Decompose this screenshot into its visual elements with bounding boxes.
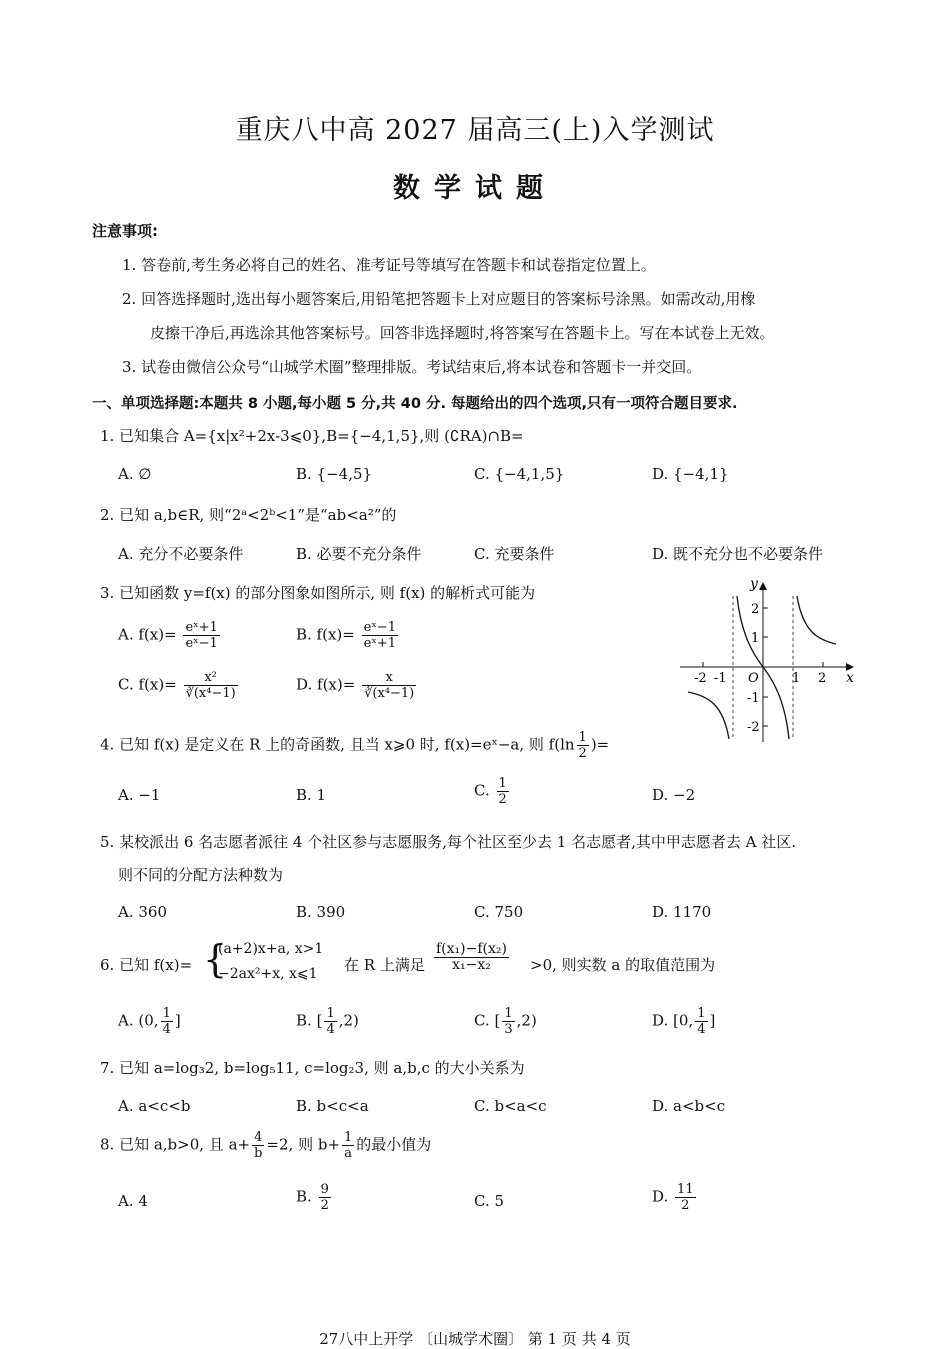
q3-option-d [296, 670, 418, 701]
fraction-numerator: 1 [578, 730, 587, 745]
y-tick-label: -1 [747, 691, 760, 706]
piecewise-case-1: (a+2)x+a, x>1 [218, 941, 324, 957]
q6-option-b [296, 1006, 359, 1037]
fraction [577, 730, 589, 761]
q8-option-a: A. 4 [118, 1192, 148, 1210]
fraction-numerator: 1 [697, 1006, 706, 1021]
q7-option-d: D. a<b<c [652, 1097, 726, 1115]
interval-bracket: [ [494, 1011, 501, 1030]
q3-option-b [296, 620, 400, 651]
fraction-numerator: 1 [498, 776, 507, 791]
fraction [675, 1182, 696, 1213]
q8-option-d [652, 1182, 698, 1213]
exam-title: 重庆八中高 2027 届高三(上)入学测试 [235, 115, 715, 146]
fraction-numerator: 1 [504, 1006, 513, 1021]
option-label: A. f(x)= [118, 625, 177, 644]
fraction-denominator: ∛(x⁴−1) [185, 686, 236, 701]
question-6-stem-mid: 在 R 上满足 [344, 956, 425, 974]
fraction-numerator: 1 [326, 1006, 335, 1021]
notice-item: 3. 试卷由微信公众号“山城学术圈”整理排版。考试结束后,将本试卷和答题卡一并交回。 [122, 358, 702, 376]
interval-bracket: ] [174, 1011, 181, 1030]
fraction-denominator: 4 [697, 1022, 706, 1037]
fraction-denominator: a [344, 1146, 353, 1161]
q4-option-d: D. −2 [652, 786, 696, 804]
fraction-numerator: eˣ−1 [363, 620, 396, 635]
fraction [319, 1182, 331, 1213]
function-graph [678, 574, 858, 744]
question-6-stem-end: >0, 则实数 a 的取值范围为 [530, 956, 716, 974]
fraction-numerator: 11 [677, 1182, 694, 1197]
brace: { [203, 937, 228, 981]
stem-text: )= [590, 735, 610, 754]
stem-text: =2, 则 b+ [266, 1135, 341, 1154]
option-label: D. f(x)= [296, 675, 356, 694]
fraction-numerator: x² [184, 670, 238, 686]
page-footer: 27八中上开学 〔山城学术圈〕 第 1 页 共 4 页 [319, 1330, 631, 1348]
x-tick-label: -2 [694, 671, 707, 686]
x-tick-label: 1 [792, 671, 801, 686]
y-tick-label: 2 [751, 602, 760, 617]
stem-text: 8. 已知 a,b>0, 且 a+ [100, 1135, 251, 1154]
q3-option-c [118, 670, 240, 701]
fraction [183, 620, 219, 651]
q6-option-d [652, 1006, 715, 1037]
q2-option-a: A. 充分不必要条件 [118, 545, 244, 563]
question-6-stem-start: 6. 已知 f(x)= [100, 956, 193, 974]
interval-bracket: (0, [138, 1011, 159, 1030]
q7-option-c: C. b<a<c [474, 1097, 547, 1115]
option-label: C. f(x)= [118, 675, 177, 694]
q3-option-a [118, 620, 222, 651]
interval-bracket: ,2) [516, 1011, 537, 1030]
fraction [695, 1006, 707, 1037]
fraction-denominator: eˣ−1 [185, 636, 218, 651]
fraction-denominator: 2 [681, 1198, 690, 1213]
fraction-denominator: x₁−x₂ [452, 957, 491, 973]
exam-subtitle: 数学试题 [393, 173, 557, 204]
fraction-denominator: b [254, 1146, 263, 1161]
option-label: C. [474, 1011, 490, 1030]
q2-option-d: D. 既不充分也不必要条件 [652, 545, 824, 563]
fraction-numerator: 9 [320, 1182, 329, 1197]
interval-bracket: [0, [673, 1011, 694, 1030]
curve-left-branch [688, 692, 729, 739]
question-7-stem: 7. 已知 a=log₃2, b=log₅11, c=log₂3, 则 a,b,c 的大小关系为 [100, 1059, 525, 1077]
fraction-denominator: 2 [320, 1198, 329, 1213]
question-1-stem: 1. 已知集合 A={x|x²+2x-3⩽0},B={−4,1,5},则 (∁RA)∩B= [100, 427, 524, 445]
interval-bracket: ] [709, 1011, 716, 1030]
q7-option-b: B. b<c<a [296, 1097, 369, 1115]
fraction [502, 1006, 514, 1037]
q4-option-c [474, 776, 511, 807]
fraction [184, 670, 238, 701]
q5-option-a: A. 360 [118, 903, 167, 921]
q1-option-b: B. {−4,5} [296, 465, 373, 483]
q5-option-d: D. 1170 [652, 903, 712, 921]
fraction [362, 620, 398, 651]
origin-label: O [748, 671, 759, 686]
fraction-numerator: 1 [162, 1006, 171, 1021]
q5-option-b: B. 390 [296, 903, 346, 921]
option-label: A. [118, 1011, 134, 1030]
x-axis-label: x [846, 670, 854, 686]
y-axis-arrow [759, 582, 767, 590]
question-2-stem: 2. 已知 a,b∈R, 则“2ᵃ<2ᵇ<1”是“ab<a²”的 [100, 506, 397, 524]
q2-option-c: C. 充要条件 [474, 545, 555, 563]
q1-option-a: A. ∅ [118, 465, 152, 483]
fraction-numerator: eˣ+1 [185, 620, 218, 635]
interval-bracket: ,2) [338, 1011, 359, 1030]
fraction-numerator: f(x₁)−f(x₂) [436, 941, 507, 957]
fraction [362, 670, 416, 701]
q6-option-a [118, 1006, 181, 1037]
y-axis-label: y [750, 576, 758, 592]
y-tick-label: -2 [747, 720, 760, 735]
q6-option-c [474, 1006, 537, 1037]
stem-text: 4. 已知 f(x) 是定义在 R 上的奇函数, 且当 x⩾0 时, f(x)=eˣ−a, 则 f(ln [100, 735, 575, 754]
option-label: B. f(x)= [296, 625, 355, 644]
q7-option-a: A. a<c<b [118, 1097, 191, 1115]
fraction-denominator: 2 [578, 746, 587, 761]
notice-item: 1. 答卷前,考生务必将自己的姓名、准考证号等填写在答题卡和试卷指定位置上。 [122, 256, 656, 274]
notice-item: 皮擦干净后,再选涂其他答案标号。回答非选择题时,将答案写在答题卡上。写在本试卷上无效。 [150, 324, 775, 342]
curve-right-branch [797, 596, 836, 644]
section-heading: 一、单项选择题:本题共 8 小题,每小题 5 分,共 40 分. 每题给出的四个选项,只有一项符合题目要求. [92, 396, 738, 412]
fraction [252, 1130, 264, 1161]
q2-option-b: B. 必要不充分条件 [296, 545, 422, 563]
piecewise-case-2: −2ax²+x, x⩽1 [218, 966, 318, 982]
q5-option-c: C. 750 [474, 903, 524, 921]
question-5-stem: 5. 某校派出 6 名志愿者派往 4 个社区参与志愿服务,每个社区至少去 1 名志愿者,其中甲志愿者去 A 社区. [100, 833, 796, 851]
fraction [161, 1006, 173, 1037]
question-5-stem-cont: 则不同的分配方法种数为 [118, 866, 284, 884]
x-tick-label: 2 [818, 671, 827, 686]
option-label: B. [296, 1187, 312, 1206]
fraction [342, 1130, 354, 1161]
fraction-denominator: eˣ+1 [363, 636, 396, 651]
option-label: D. [652, 1187, 669, 1206]
fraction-numerator: x [362, 670, 416, 686]
fraction [497, 776, 509, 807]
fraction-denominator: ∛(x⁴−1) [364, 686, 415, 701]
fraction-numerator: 4 [252, 1130, 264, 1146]
fraction-denominator: 4 [326, 1022, 335, 1037]
option-label: C. [474, 781, 490, 800]
q1-option-c: C. {−4,1,5} [474, 465, 565, 483]
notice-item: 2. 回答选择题时,选出每小题答案后,用铅笔把答题卡上对应题目的答案标号涂黑。如需改动,用橡 [122, 290, 756, 308]
fraction [324, 1006, 336, 1037]
fraction-denominator: 4 [162, 1022, 171, 1037]
question-4-stem [100, 730, 609, 761]
y-tick-label: 1 [751, 631, 760, 646]
question-6-condition [432, 942, 511, 973]
question-8-stem [100, 1130, 431, 1161]
option-label: B. [296, 1011, 312, 1030]
q1-option-d: D. {−4,1} [652, 465, 729, 483]
q8-option-b [296, 1182, 333, 1213]
interval-bracket: [ [316, 1011, 323, 1030]
fraction-denominator: 3 [504, 1022, 513, 1037]
stem-text: 的最小值为 [356, 1135, 432, 1154]
q4-option-b: B. 1 [296, 786, 327, 804]
fraction-numerator: 1 [344, 1130, 353, 1145]
q8-option-c: C. 5 [474, 1192, 505, 1210]
fraction [434, 942, 509, 973]
notice-heading: 注意事项: [92, 222, 158, 240]
fraction-denominator: 2 [498, 792, 507, 807]
option-label: D. [652, 1011, 669, 1030]
x-tick-label: -1 [714, 671, 727, 686]
question-3-stem: 3. 已知函数 y=f(x) 的部分图象如图所示, 则 f(x) 的解析式可能为 [100, 584, 536, 602]
q4-option-a: A. −1 [118, 786, 161, 804]
